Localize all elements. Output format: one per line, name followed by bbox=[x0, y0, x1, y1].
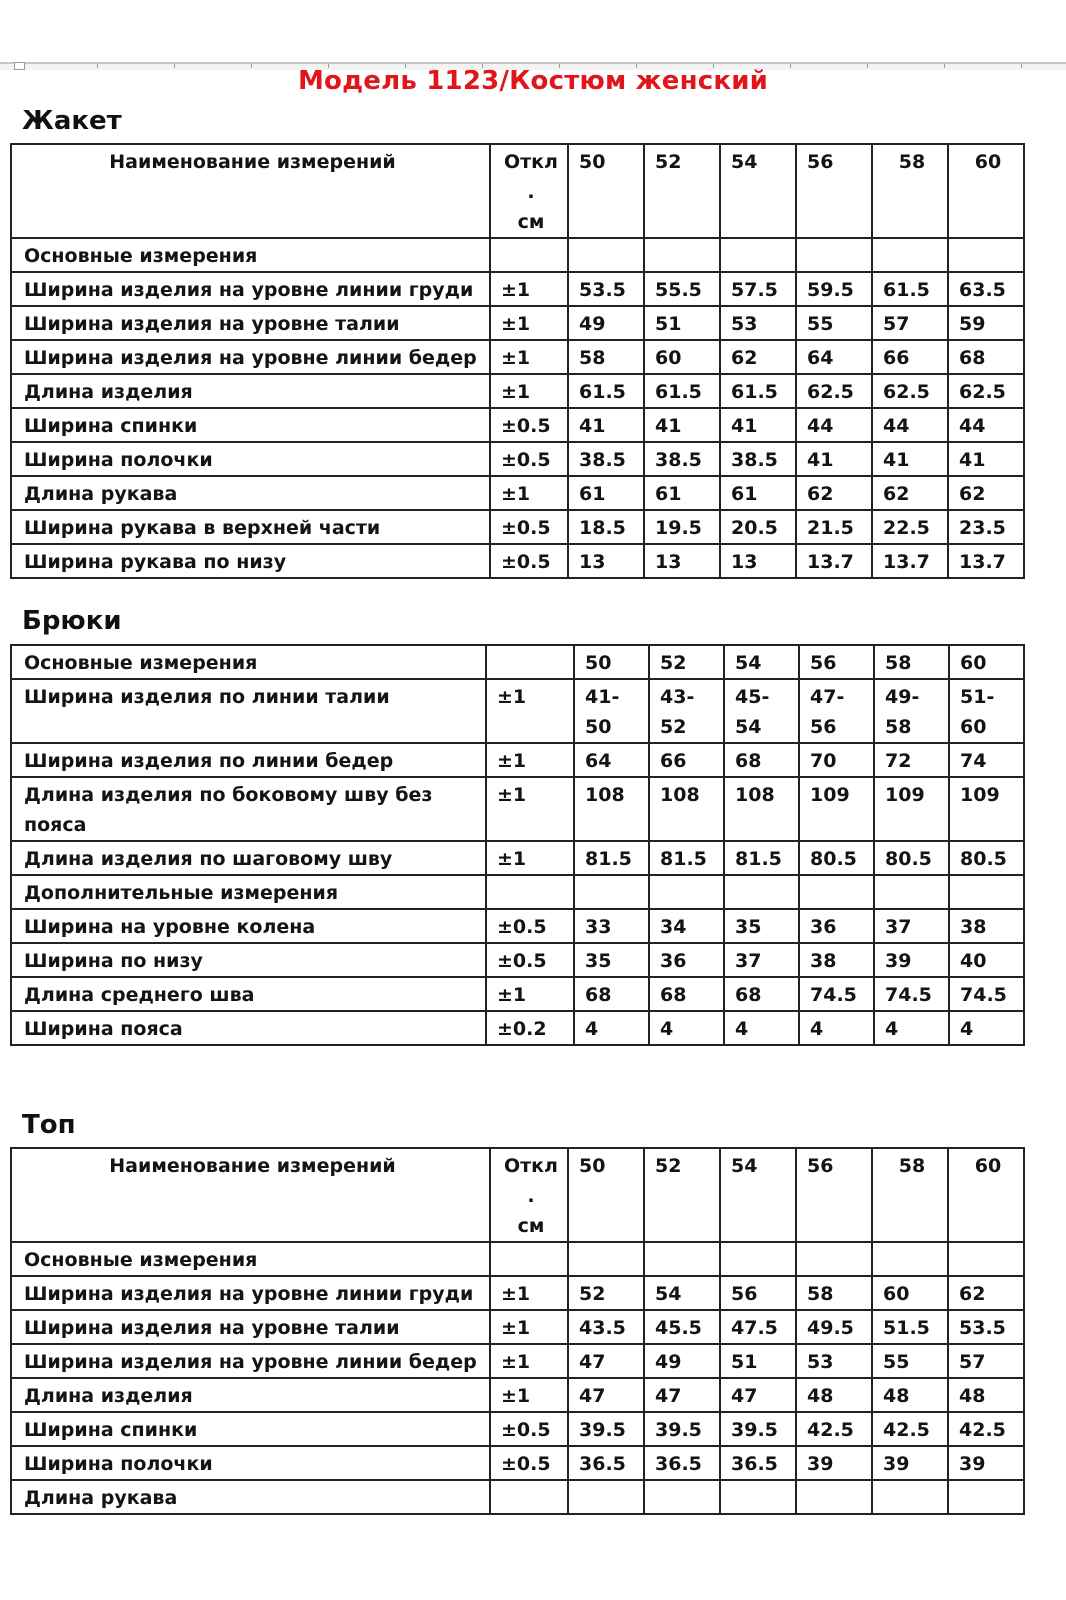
measurement-name-cell: Длина изделия bbox=[11, 374, 490, 408]
size-value-cell: 80.5 bbox=[874, 841, 949, 875]
measurement-name-cell: Ширина пояса bbox=[11, 1011, 486, 1045]
tolerance-cell bbox=[486, 875, 574, 909]
document-title: Модель 1123/Костюм женский bbox=[297, 66, 769, 96]
size-value-cell: 13.7 bbox=[796, 544, 872, 578]
header-size-cell: 60 bbox=[948, 144, 1024, 238]
size-value-cell: 74.5 bbox=[799, 977, 874, 1011]
size-value-cell: 61.5 bbox=[872, 272, 948, 306]
size-value-cell: 53.5 bbox=[568, 272, 644, 306]
size-value-cell: 66 bbox=[649, 743, 724, 777]
size-value-cell bbox=[644, 1242, 720, 1276]
table-row bbox=[11, 476, 1024, 510]
size-value-cell: 4 bbox=[574, 1011, 649, 1045]
size-value-cell: 53 bbox=[796, 1344, 872, 1378]
size-value-cell bbox=[649, 875, 724, 909]
table-row bbox=[11, 544, 1024, 578]
size-value-cell: 80.5 bbox=[949, 841, 1024, 875]
size-value-cell: 47 bbox=[644, 1378, 720, 1412]
table-row bbox=[11, 408, 1024, 442]
size-value-cell: 40 bbox=[949, 943, 1024, 977]
size-value-cell: 39.5 bbox=[568, 1412, 644, 1446]
size-value-cell: 41 bbox=[644, 408, 720, 442]
tolerance-cell: ±1 bbox=[490, 1310, 568, 1344]
tolerance-cell bbox=[486, 645, 574, 679]
size-value-cell: 45-54 bbox=[724, 679, 799, 743]
size-value-cell: 38 bbox=[799, 943, 874, 977]
tolerance-line: см bbox=[517, 211, 545, 233]
size-value-cell: 44 bbox=[872, 408, 948, 442]
size-value-cell: 57 bbox=[948, 1344, 1024, 1378]
size-value-cell bbox=[872, 1242, 948, 1276]
size-value-cell: 74.5 bbox=[949, 977, 1024, 1011]
size-value-cell: 74 bbox=[949, 743, 1024, 777]
size-value-cell: 19.5 bbox=[644, 510, 720, 544]
size-value-cell: 49 bbox=[568, 306, 644, 340]
size-value-cell: 54 bbox=[724, 645, 799, 679]
tolerance-cell: ±0.5 bbox=[490, 408, 568, 442]
size-value-cell: 81.5 bbox=[574, 841, 649, 875]
size-value-cell: 54 bbox=[644, 1276, 720, 1310]
table-row bbox=[11, 743, 1024, 777]
size-value-cell: 4 bbox=[874, 1011, 949, 1045]
size-value-cell: 13 bbox=[720, 544, 796, 578]
size-value-cell: 41-50 bbox=[574, 679, 649, 743]
trousers-table-body bbox=[11, 645, 1024, 1045]
tolerance-cell: ±1 bbox=[486, 743, 574, 777]
size-value-cell: 39 bbox=[874, 943, 949, 977]
measurement-name-cell: Длина изделия bbox=[11, 1378, 490, 1412]
size-value-cell: 61 bbox=[568, 476, 644, 510]
size-value-cell: 36 bbox=[649, 943, 724, 977]
size-value-cell: 20.5 bbox=[720, 510, 796, 544]
size-value-cell: 58 bbox=[796, 1276, 872, 1310]
size-value-cell: 56 bbox=[799, 645, 874, 679]
measurement-name-cell: Ширина на уровне колена bbox=[11, 909, 486, 943]
size-value-cell: 4 bbox=[724, 1011, 799, 1045]
size-value-cell: 60 bbox=[644, 340, 720, 374]
size-value-cell: 64 bbox=[796, 340, 872, 374]
table-row bbox=[11, 1412, 1024, 1446]
size-value-cell: 41 bbox=[568, 408, 644, 442]
section-title-jacket: Жакет bbox=[22, 106, 122, 136]
size-value-cell: 4 bbox=[649, 1011, 724, 1045]
size-value-cell: 36.5 bbox=[568, 1446, 644, 1480]
size-value-cell: 39 bbox=[796, 1446, 872, 1480]
size-value-cell: 47-56 bbox=[799, 679, 874, 743]
tolerance-cell: ±1 bbox=[490, 1378, 568, 1412]
size-value-cell bbox=[949, 875, 1024, 909]
table-row bbox=[11, 510, 1024, 544]
tolerance-cell: ±1 bbox=[490, 306, 568, 340]
size-value-cell: 68 bbox=[948, 340, 1024, 374]
size-value-cell: 52 bbox=[649, 645, 724, 679]
size-value-cell bbox=[724, 875, 799, 909]
size-value-cell: 55 bbox=[872, 1344, 948, 1378]
size-value-cell: 48 bbox=[796, 1378, 872, 1412]
size-value-cell: 68 bbox=[724, 977, 799, 1011]
size-value-cell: 18.5 bbox=[568, 510, 644, 544]
tolerance-cell bbox=[490, 238, 568, 272]
section-title-top: Топ bbox=[22, 1110, 76, 1140]
size-value-cell: 55 bbox=[796, 306, 872, 340]
size-value-cell: 48 bbox=[948, 1378, 1024, 1412]
measurement-name-cell: Ширина изделия на уровне талии bbox=[11, 1310, 490, 1344]
size-value-cell: 36 bbox=[799, 909, 874, 943]
jacket-size-table bbox=[10, 143, 1025, 579]
jacket-table-body bbox=[11, 144, 1024, 578]
tolerance-line: . bbox=[527, 1185, 535, 1207]
size-value-cell: 38.5 bbox=[568, 442, 644, 476]
size-value-cell: 81.5 bbox=[649, 841, 724, 875]
size-value-cell: 13.7 bbox=[948, 544, 1024, 578]
measurement-name-cell: Длина рукава bbox=[11, 476, 490, 510]
size-value-cell: 62 bbox=[872, 476, 948, 510]
size-value-cell: 66 bbox=[872, 340, 948, 374]
measurement-name-cell: Ширина по низу bbox=[11, 943, 486, 977]
size-value-cell: 39.5 bbox=[720, 1412, 796, 1446]
size-value-cell: 4 bbox=[799, 1011, 874, 1045]
size-value-cell: 44 bbox=[796, 408, 872, 442]
size-value-cell: 43-52 bbox=[649, 679, 724, 743]
tolerance-cell: ±1 bbox=[486, 777, 574, 841]
tolerance-cell: ±1 bbox=[490, 374, 568, 408]
trousers-size-table bbox=[10, 644, 1025, 1046]
header-size-cell: 50 bbox=[568, 144, 644, 238]
size-value-cell bbox=[720, 1480, 796, 1514]
table-row bbox=[11, 1242, 1024, 1276]
size-value-cell: 57 bbox=[872, 306, 948, 340]
size-value-cell: 42.5 bbox=[872, 1412, 948, 1446]
size-value-cell: 55.5 bbox=[644, 272, 720, 306]
measurement-name-cell: Ширина спинки bbox=[11, 1412, 490, 1446]
size-value-cell: 59 bbox=[948, 306, 1024, 340]
size-value-cell: 109 bbox=[949, 777, 1024, 841]
header-name-cell: Наименование измерений bbox=[11, 1148, 490, 1242]
tolerance-cell bbox=[490, 1242, 568, 1276]
size-value-cell: 68 bbox=[574, 977, 649, 1011]
tolerance-line: . bbox=[527, 181, 535, 203]
size-value-cell: 81.5 bbox=[724, 841, 799, 875]
measurement-name-cell: Ширина изделия на уровне линии бедер bbox=[11, 340, 490, 374]
tolerance-cell: ±0.5 bbox=[490, 510, 568, 544]
size-value-cell bbox=[568, 1242, 644, 1276]
tolerance-cell: ±1 bbox=[490, 1344, 568, 1378]
size-value-cell: 72 bbox=[874, 743, 949, 777]
header-tolerance-cell bbox=[490, 144, 568, 238]
measurement-name-cell: Ширина изделия на уровне талии bbox=[11, 306, 490, 340]
top-size-table bbox=[10, 1147, 1025, 1515]
size-value-cell bbox=[796, 1242, 872, 1276]
header-size-cell: 56 bbox=[796, 144, 872, 238]
header-size-cell: 50 bbox=[568, 1148, 644, 1242]
measurement-name-cell: Основные измерения bbox=[11, 1242, 490, 1276]
size-value-cell: 39.5 bbox=[644, 1412, 720, 1446]
size-value-cell: 108 bbox=[649, 777, 724, 841]
size-value-cell: 23.5 bbox=[948, 510, 1024, 544]
size-value-cell bbox=[568, 238, 644, 272]
measurement-name-cell: Ширина рукава в верхней части bbox=[11, 510, 490, 544]
size-value-cell: 35 bbox=[574, 943, 649, 977]
tolerance-cell: ±0.5 bbox=[490, 1412, 568, 1446]
table-row bbox=[11, 1310, 1024, 1344]
size-value-cell: 109 bbox=[799, 777, 874, 841]
size-value-cell: 38.5 bbox=[644, 442, 720, 476]
size-value-cell: 59.5 bbox=[796, 272, 872, 306]
size-value-cell: 108 bbox=[724, 777, 799, 841]
table-row bbox=[11, 1344, 1024, 1378]
size-value-cell: 51-60 bbox=[949, 679, 1024, 743]
header-size-cell: 58 bbox=[872, 1148, 948, 1242]
size-value-cell: 47.5 bbox=[720, 1310, 796, 1344]
size-value-cell: 37 bbox=[874, 909, 949, 943]
tolerance-cell: ±1 bbox=[486, 977, 574, 1011]
size-value-cell: 48 bbox=[872, 1378, 948, 1412]
header-name-cell: Наименование измерений bbox=[11, 144, 490, 238]
size-value-cell: 52 bbox=[568, 1276, 644, 1310]
size-value-cell bbox=[796, 238, 872, 272]
size-value-cell: 36.5 bbox=[720, 1446, 796, 1480]
size-value-cell: 62.5 bbox=[796, 374, 872, 408]
size-value-cell bbox=[568, 1480, 644, 1514]
size-value-cell: 41 bbox=[720, 408, 796, 442]
measurement-name-cell: Ширина изделия по линии талии bbox=[11, 679, 486, 743]
size-value-cell: 109 bbox=[874, 777, 949, 841]
measurement-name-cell: Ширина изделия на уровне линии бедер bbox=[11, 1344, 490, 1378]
size-value-cell: 41 bbox=[872, 442, 948, 476]
table-row bbox=[11, 1011, 1024, 1045]
size-value-cell: 62.5 bbox=[872, 374, 948, 408]
tolerance-cell: ±0.5 bbox=[486, 943, 574, 977]
size-value-cell: 62 bbox=[948, 476, 1024, 510]
size-value-cell bbox=[799, 875, 874, 909]
table-row bbox=[11, 875, 1024, 909]
size-value-cell: 44 bbox=[948, 408, 1024, 442]
size-value-cell: 80.5 bbox=[799, 841, 874, 875]
tolerance-cell: ±1 bbox=[490, 1276, 568, 1310]
size-value-cell: 58 bbox=[874, 645, 949, 679]
tolerance-cell: ±1 bbox=[486, 841, 574, 875]
size-value-cell: 43.5 bbox=[568, 1310, 644, 1344]
measurement-name-cell: Ширина изделия на уровне линии груди bbox=[11, 1276, 490, 1310]
size-value-cell: 58 bbox=[568, 340, 644, 374]
tolerance-line: Откл bbox=[504, 151, 558, 173]
table-row bbox=[11, 442, 1024, 476]
size-value-cell: 21.5 bbox=[796, 510, 872, 544]
size-value-cell: 70 bbox=[799, 743, 874, 777]
size-value-cell: 49 bbox=[644, 1344, 720, 1378]
header-size-cell: 54 bbox=[720, 1148, 796, 1242]
size-value-cell: 62 bbox=[796, 476, 872, 510]
tolerance-cell: ±1 bbox=[486, 679, 574, 743]
measurement-name-cell: Основные измерения bbox=[11, 645, 486, 679]
size-value-cell bbox=[872, 1480, 948, 1514]
size-value-cell: 13 bbox=[568, 544, 644, 578]
size-value-cell bbox=[948, 1242, 1024, 1276]
table-row bbox=[11, 977, 1024, 1011]
measurement-name-cell: Дополнительные измерения bbox=[11, 875, 486, 909]
tolerance-cell: ±0.5 bbox=[486, 909, 574, 943]
size-value-cell bbox=[872, 238, 948, 272]
size-value-cell: 60 bbox=[872, 1276, 948, 1310]
table-row bbox=[11, 1446, 1024, 1480]
tolerance-cell: ±1 bbox=[490, 272, 568, 306]
table-row bbox=[11, 777, 1024, 841]
size-value-cell: 74.5 bbox=[874, 977, 949, 1011]
table-header-row bbox=[11, 1148, 1024, 1242]
size-value-cell: 37 bbox=[724, 943, 799, 977]
size-value-cell bbox=[644, 238, 720, 272]
size-value-cell: 62 bbox=[948, 1276, 1024, 1310]
tolerance-cell: ±0.5 bbox=[490, 1446, 568, 1480]
size-value-cell bbox=[644, 1480, 720, 1514]
size-value-cell: 51 bbox=[720, 1344, 796, 1378]
tolerance-cell: ±1 bbox=[490, 340, 568, 374]
measurement-name-cell: Ширина рукава по низу bbox=[11, 544, 490, 578]
size-value-cell: 4 bbox=[949, 1011, 1024, 1045]
size-value-cell: 33 bbox=[574, 909, 649, 943]
measurement-name-cell: Ширина изделия на уровне линии груди bbox=[11, 272, 490, 306]
size-value-cell: 61 bbox=[644, 476, 720, 510]
table-row bbox=[11, 841, 1024, 875]
size-value-cell: 41 bbox=[948, 442, 1024, 476]
table-row bbox=[11, 1480, 1024, 1514]
size-value-cell: 49-58 bbox=[874, 679, 949, 743]
tolerance-cell: ±0.5 bbox=[490, 544, 568, 578]
size-value-cell bbox=[948, 1480, 1024, 1514]
size-value-cell: 45.5 bbox=[644, 1310, 720, 1344]
measurement-name-cell: Ширина полочки bbox=[11, 442, 490, 476]
size-value-cell: 61.5 bbox=[720, 374, 796, 408]
size-value-cell: 47 bbox=[720, 1378, 796, 1412]
size-value-cell bbox=[574, 875, 649, 909]
size-value-cell: 62 bbox=[720, 340, 796, 374]
size-value-cell: 56 bbox=[720, 1276, 796, 1310]
size-value-cell: 39 bbox=[948, 1446, 1024, 1480]
table-row bbox=[11, 374, 1024, 408]
measurement-name-cell: Длина изделия по шаговому шву bbox=[11, 841, 486, 875]
size-value-cell: 35 bbox=[724, 909, 799, 943]
measurement-name-cell: Длина среднего шва bbox=[11, 977, 486, 1011]
table-header-row bbox=[11, 144, 1024, 238]
size-value-cell bbox=[874, 875, 949, 909]
size-value-cell: 108 bbox=[574, 777, 649, 841]
table-row bbox=[11, 272, 1024, 306]
size-value-cell: 36.5 bbox=[644, 1446, 720, 1480]
size-value-cell: 51.5 bbox=[872, 1310, 948, 1344]
size-value-cell: 51 bbox=[644, 306, 720, 340]
size-value-cell: 42.5 bbox=[796, 1412, 872, 1446]
size-value-cell: 34 bbox=[649, 909, 724, 943]
measurement-name-cell: Ширина полочки bbox=[11, 1446, 490, 1480]
size-value-cell bbox=[948, 238, 1024, 272]
measurement-name-cell: Ширина спинки bbox=[11, 408, 490, 442]
size-value-cell: 60 bbox=[949, 645, 1024, 679]
size-value-cell: 64 bbox=[574, 743, 649, 777]
size-value-cell: 13.7 bbox=[872, 544, 948, 578]
header-size-cell: 52 bbox=[644, 1148, 720, 1242]
table-row bbox=[11, 679, 1024, 743]
measurement-name-cell: Длина рукава bbox=[11, 1480, 490, 1514]
size-value-cell: 61.5 bbox=[568, 374, 644, 408]
table-row bbox=[11, 645, 1024, 679]
measurement-name-cell: Основные измерения bbox=[11, 238, 490, 272]
size-value-cell: 50 bbox=[574, 645, 649, 679]
measurement-name-cell: Ширина изделия по линии бедер bbox=[11, 743, 486, 777]
tolerance-cell: ±0.2 bbox=[486, 1011, 574, 1045]
size-value-cell: 68 bbox=[724, 743, 799, 777]
size-value-cell: 38 bbox=[949, 909, 1024, 943]
size-value-cell: 53 bbox=[720, 306, 796, 340]
size-value-cell: 22.5 bbox=[872, 510, 948, 544]
header-size-cell: 56 bbox=[796, 1148, 872, 1242]
table-row bbox=[11, 1378, 1024, 1412]
table-row bbox=[11, 340, 1024, 374]
top-table-body bbox=[11, 1148, 1024, 1514]
table-row bbox=[11, 238, 1024, 272]
measurement-name-cell: Длина изделия по боковому шву без пояса bbox=[11, 777, 486, 841]
size-value-cell bbox=[720, 1242, 796, 1276]
table-row bbox=[11, 943, 1024, 977]
tolerance-cell: ±1 bbox=[490, 476, 568, 510]
size-value-cell: 63.5 bbox=[948, 272, 1024, 306]
size-value-cell: 61.5 bbox=[644, 374, 720, 408]
size-value-cell: 41 bbox=[796, 442, 872, 476]
header-tolerance-cell bbox=[490, 1148, 568, 1242]
tolerance-line: см bbox=[517, 1215, 545, 1237]
tolerance-cell: ±0.5 bbox=[490, 442, 568, 476]
size-value-cell: 62.5 bbox=[948, 374, 1024, 408]
size-value-cell: 68 bbox=[649, 977, 724, 1011]
size-value-cell bbox=[720, 238, 796, 272]
size-value-cell: 47 bbox=[568, 1344, 644, 1378]
table-row bbox=[11, 909, 1024, 943]
size-value-cell: 47 bbox=[568, 1378, 644, 1412]
size-value-cell: 39 bbox=[872, 1446, 948, 1480]
size-value-cell: 61 bbox=[720, 476, 796, 510]
size-value-cell: 53.5 bbox=[948, 1310, 1024, 1344]
table-row bbox=[11, 306, 1024, 340]
header-size-cell: 60 bbox=[948, 1148, 1024, 1242]
header-size-cell: 58 bbox=[872, 144, 948, 238]
size-value-cell: 42.5 bbox=[948, 1412, 1024, 1446]
header-size-cell: 54 bbox=[720, 144, 796, 238]
size-value-cell: 38.5 bbox=[720, 442, 796, 476]
header-size-cell: 52 bbox=[644, 144, 720, 238]
size-value-cell bbox=[796, 1480, 872, 1514]
size-value-cell: 13 bbox=[644, 544, 720, 578]
size-value-cell: 57.5 bbox=[720, 272, 796, 306]
section-title-trousers: Брюки bbox=[22, 606, 122, 636]
table-row bbox=[11, 1276, 1024, 1310]
tolerance-cell bbox=[490, 1480, 568, 1514]
size-value-cell: 49.5 bbox=[796, 1310, 872, 1344]
tolerance-line: Откл bbox=[504, 1155, 558, 1177]
